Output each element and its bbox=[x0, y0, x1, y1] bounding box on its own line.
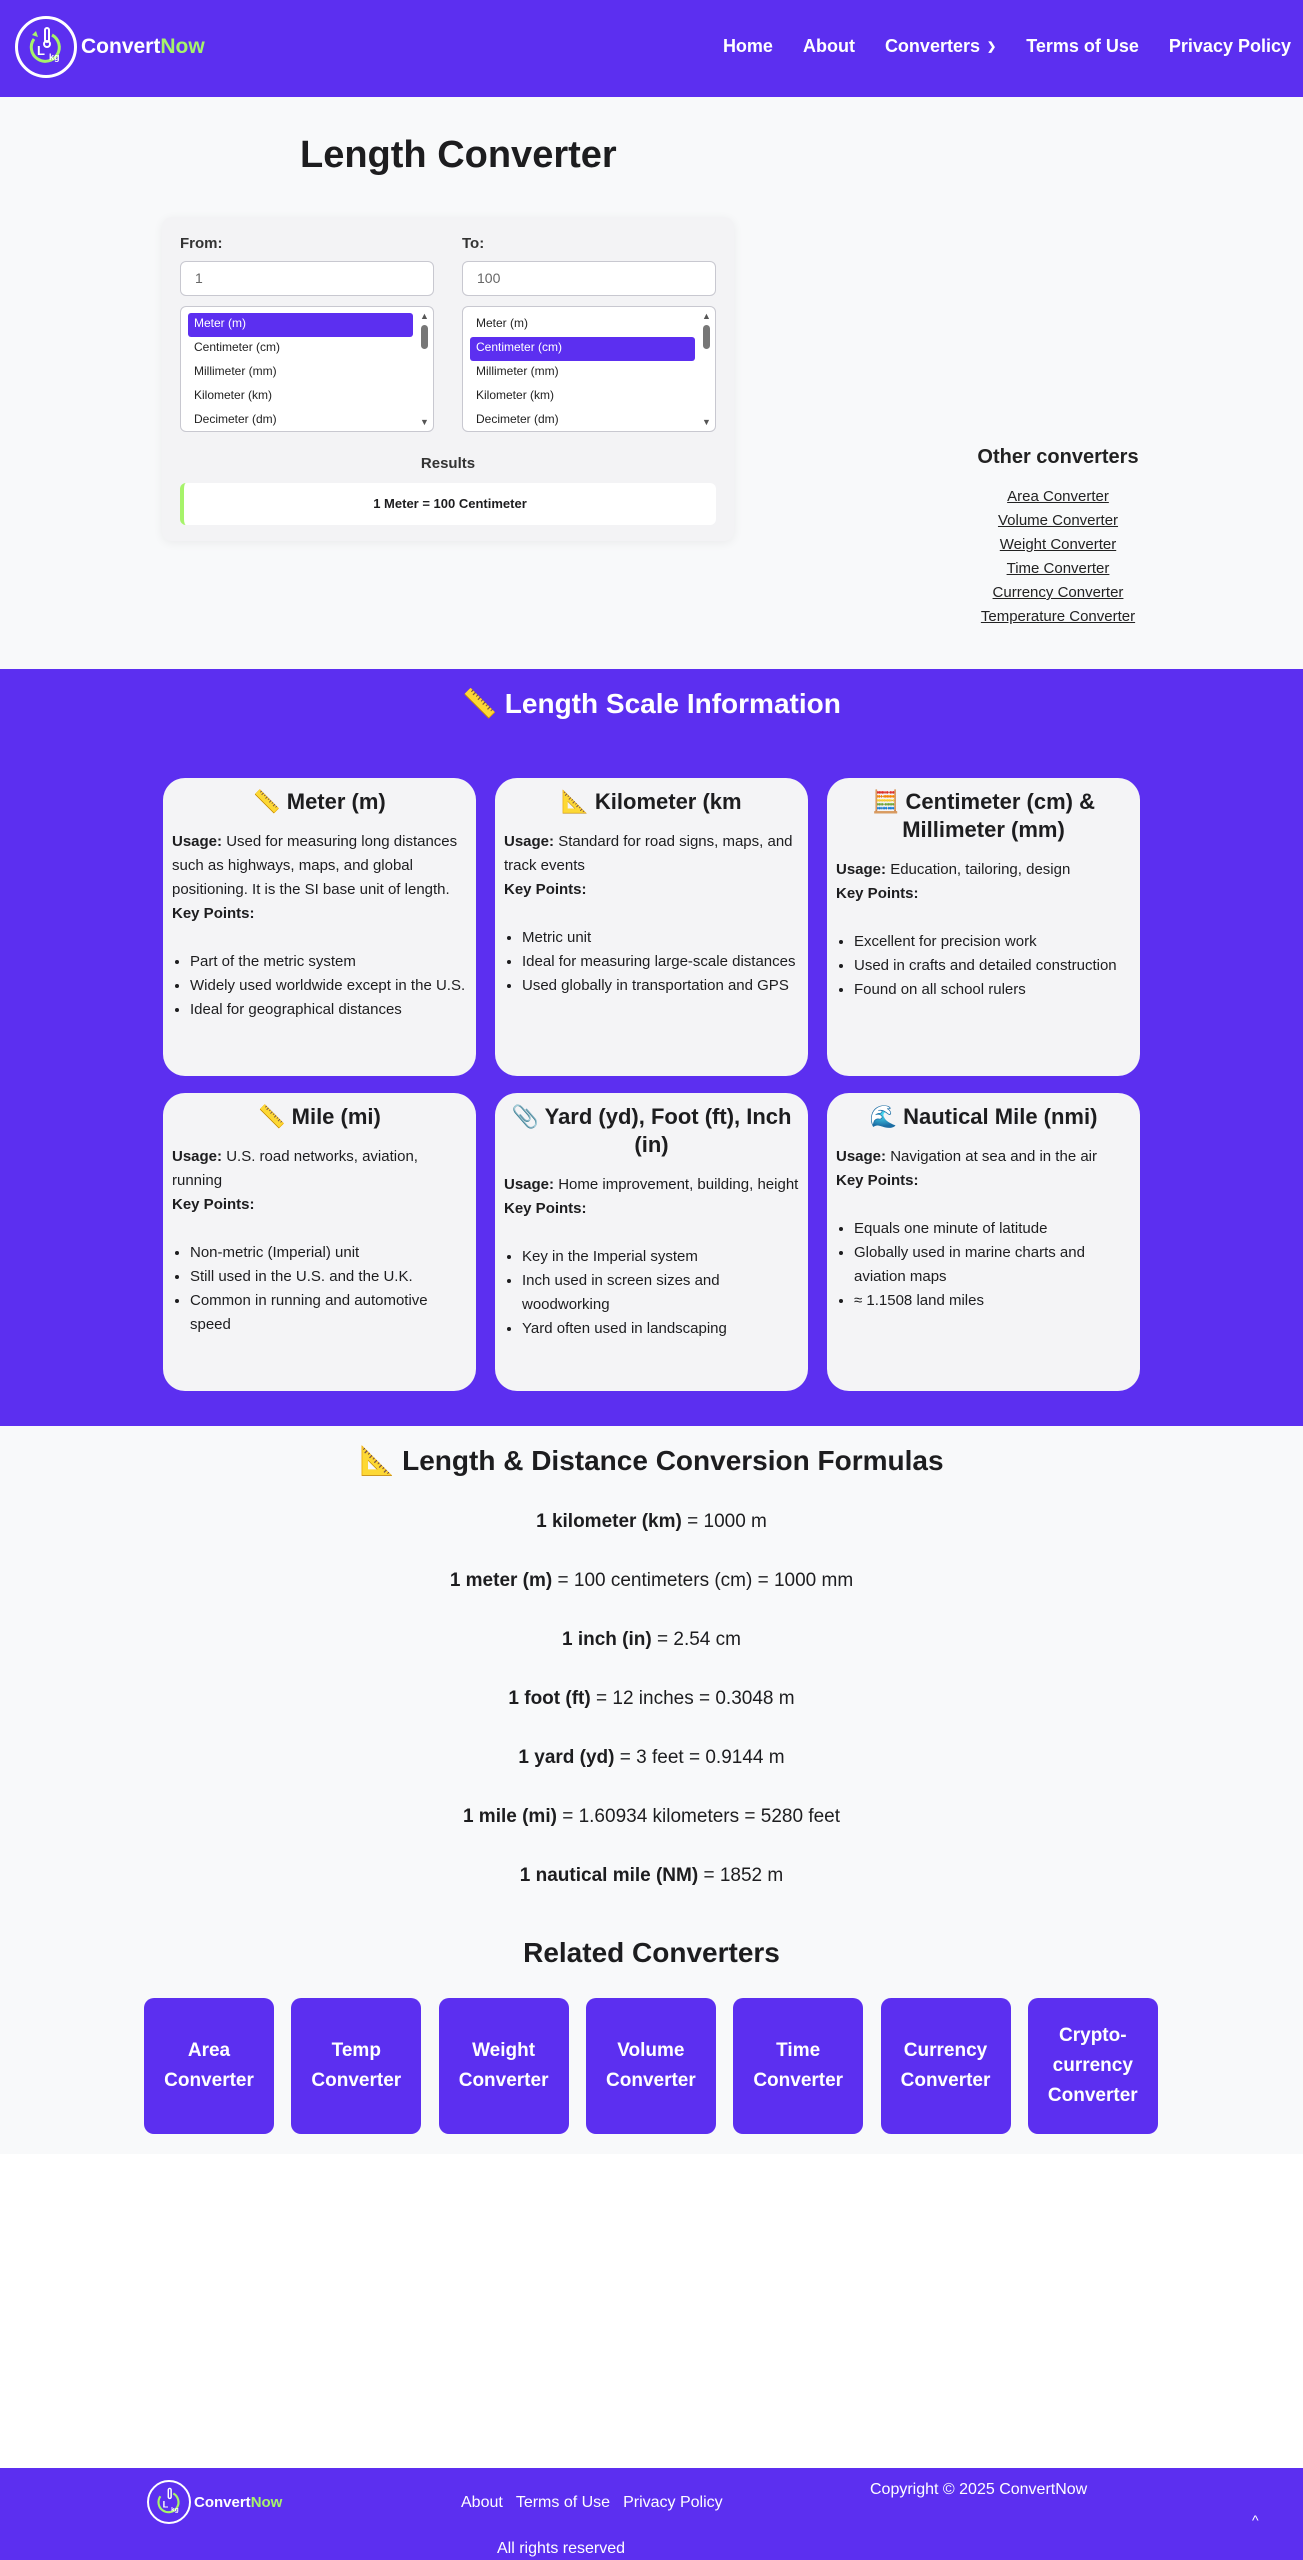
related-converter-button[interactable]: Currency Converter bbox=[881, 1998, 1011, 2134]
key-points-heading: Key Points: bbox=[172, 905, 255, 922]
key-point: • Still used in the U.S. and the U.K. bbox=[190, 1265, 467, 1289]
formula-lhs: 1 foot (ft) bbox=[508, 1688, 591, 1709]
unit-card bbox=[163, 1093, 476, 1391]
other-converter-link[interactable]: Currency Converter bbox=[992, 584, 1124, 601]
from-column bbox=[180, 235, 434, 432]
formula-rhs: = 1852 m bbox=[698, 1865, 784, 1886]
key-points-list bbox=[504, 1245, 799, 1341]
nav-home[interactable]: Home bbox=[722, 36, 773, 56]
to-unit-list[interactable] bbox=[462, 306, 716, 432]
formula-row bbox=[0, 1570, 1303, 1592]
key-points-label bbox=[172, 1193, 467, 1217]
related-converter-button[interactable]: Time Converter bbox=[733, 1998, 863, 2134]
unit-card bbox=[163, 778, 476, 1076]
nav-privacy[interactable]: Privacy Policy bbox=[1168, 36, 1291, 56]
unit-card bbox=[495, 1093, 808, 1391]
formula-rhs: = 2.54 cm bbox=[651, 1629, 741, 1650]
card-title: 🌊 Nautical Mile (nmi) bbox=[869, 1104, 1098, 1129]
chevron-down-icon: ❯ bbox=[986, 41, 997, 53]
card-usage bbox=[836, 1145, 1131, 1169]
to-column bbox=[462, 235, 716, 432]
formula-rhs: = 12 inches = 0.3048 m bbox=[590, 1688, 795, 1709]
from-unit-option[interactable]: Centimeter (cm) bbox=[194, 340, 281, 354]
to-unit-option[interactable]: Millimeter (mm) bbox=[476, 364, 559, 378]
usage-text: Home improvement, building, height bbox=[554, 1176, 799, 1193]
copyright: Copyright © 2025 ConvertNow bbox=[870, 2481, 1088, 2498]
key-point: • Excellent for precision work bbox=[854, 930, 1131, 954]
key-point: • Non-metric (Imperial) unit bbox=[190, 1241, 467, 1265]
formula-rhs: = 100 centimeters (cm) = 1000 mm bbox=[552, 1570, 854, 1591]
key-points-label bbox=[504, 878, 799, 902]
converter-panel bbox=[162, 217, 734, 541]
scale-title: 📏 Length Scale Information bbox=[462, 688, 841, 719]
usage-text: Used for measuring long distances such as highways, maps, and global positioning. It is the SI base unit of length. bbox=[172, 833, 458, 898]
key-point: • Metric unit bbox=[522, 926, 799, 950]
key-points-heading: Key Points: bbox=[172, 1196, 255, 1213]
key-points-list bbox=[836, 1217, 1131, 1313]
key-points-heading: Key Points: bbox=[504, 881, 587, 898]
formula-rhs: = 1000 m bbox=[681, 1511, 767, 1532]
usage-label: Usage: bbox=[504, 833, 555, 850]
formula-lhs: 1 mile (mi) bbox=[462, 1806, 557, 1827]
site-header bbox=[0, 0, 1303, 97]
key-points-heading: Key Points: bbox=[836, 1172, 919, 1189]
related-converter-button[interactable]: Crypto-currency Converter bbox=[1028, 1998, 1158, 2134]
to-input[interactable]: 100 bbox=[462, 261, 716, 296]
usage-label: Usage: bbox=[836, 861, 887, 878]
page-title: Length Converter bbox=[300, 134, 617, 176]
usage-label: Usage: bbox=[836, 1148, 887, 1165]
usage-label: Usage: bbox=[172, 1148, 223, 1165]
usage-text: Navigation at sea and in the air bbox=[886, 1148, 1097, 1165]
from-unit-option[interactable]: Millimeter (mm) bbox=[194, 364, 277, 378]
card-usage bbox=[172, 1145, 467, 1193]
site-footer bbox=[0, 2468, 1303, 2560]
related-converter-button[interactable]: Volume Converter bbox=[586, 1998, 716, 2134]
key-points-list bbox=[172, 950, 467, 1022]
related-converter-button[interactable]: Temp Converter bbox=[291, 1998, 421, 2134]
key-points-label bbox=[836, 1169, 1131, 1193]
key-points-list bbox=[504, 926, 799, 998]
results-label: Results bbox=[420, 455, 476, 472]
from-scrollbar[interactable]: ▲ ▼ bbox=[420, 311, 429, 427]
key-point: • Ideal for measuring large-scale distances bbox=[522, 950, 799, 974]
key-points-heading: Key Points: bbox=[836, 885, 919, 902]
formula-lhs: 1 nautical mile (NM) bbox=[519, 1865, 699, 1886]
back-to-top-icon[interactable]: ^ bbox=[1252, 2512, 1259, 2528]
key-points-label bbox=[172, 902, 467, 926]
main-nav bbox=[693, 36, 1291, 57]
footer-links bbox=[461, 2494, 736, 2512]
formula-row bbox=[0, 1806, 1303, 1828]
nav-converters[interactable] bbox=[885, 36, 996, 57]
from-unit-option[interactable]: Kilometer (km) bbox=[194, 388, 273, 402]
card-title: 📎 Yard (yd), Foot (ft), Inch (in) bbox=[511, 1104, 792, 1157]
formula-row bbox=[0, 1629, 1303, 1651]
formula-row bbox=[0, 1865, 1303, 1887]
nav-converters-label: Converters bbox=[884, 36, 980, 56]
to-scrollbar[interactable]: ▲ ▼ bbox=[702, 311, 711, 427]
to-unit-option[interactable]: Meter (m) bbox=[476, 316, 528, 330]
to-unit-option[interactable]: Centimeter (cm) bbox=[470, 337, 695, 361]
rights-reserved: All rights reserved bbox=[497, 2540, 626, 2557]
unit-card bbox=[495, 778, 808, 1076]
usage-text: Education, tailoring, design bbox=[886, 861, 1071, 878]
svg-text:kg: kg bbox=[49, 52, 60, 62]
to-unit-option[interactable]: Kilometer (km) bbox=[476, 388, 555, 402]
logo-text: ConvertNow bbox=[81, 35, 205, 58]
related-converter-button[interactable]: Area Converter bbox=[144, 1998, 274, 2134]
footer-logo-text: ConvertNow bbox=[194, 2493, 283, 2511]
from-unit-list[interactable] bbox=[180, 306, 434, 432]
from-label: From: bbox=[180, 235, 223, 252]
card-title: 📐 Kilometer (km bbox=[561, 789, 742, 814]
scale-info-section bbox=[0, 669, 1303, 1426]
unit-card bbox=[827, 1093, 1140, 1391]
key-point: • Found on all school rulers bbox=[854, 978, 1131, 1002]
card-usage bbox=[504, 830, 799, 878]
nav-about[interactable]: About bbox=[802, 36, 855, 56]
usage-label: Usage: bbox=[504, 1176, 555, 1193]
footer-privacy[interactable]: Privacy Policy bbox=[623, 2494, 723, 2511]
card-usage bbox=[504, 1173, 799, 1197]
key-point: • Key in the Imperial system bbox=[522, 1245, 799, 1269]
result-output: 1 Meter = 100 Centimeter bbox=[180, 483, 716, 525]
key-point: • Globally used in marine charts and aviation maps bbox=[854, 1241, 1131, 1289]
card-usage bbox=[836, 858, 1131, 882]
from-unit-option[interactable]: Meter (m) bbox=[188, 313, 413, 337]
footer-terms[interactable]: Terms of Use bbox=[515, 2494, 611, 2511]
key-points-label bbox=[836, 882, 1131, 906]
formula-lhs: 1 yard (yd) bbox=[518, 1747, 615, 1768]
to-unit-option[interactable]: Decimeter (dm) bbox=[476, 412, 559, 426]
key-point: • Ideal for geographical distances bbox=[190, 998, 467, 1022]
formula-rhs: = 3 feet = 0.9144 m bbox=[614, 1747, 785, 1768]
unit-card bbox=[827, 778, 1140, 1076]
key-points-heading: Key Points: bbox=[504, 1200, 587, 1217]
related-title: Related Converters bbox=[523, 1937, 780, 1968]
key-points-label bbox=[504, 1197, 799, 1221]
to-label: To: bbox=[462, 235, 485, 252]
card-usage bbox=[172, 830, 467, 902]
formula-row bbox=[0, 1747, 1303, 1769]
key-point: • Common in running and automotive speed bbox=[190, 1289, 467, 1337]
footer-logo-icon bbox=[147, 2480, 191, 2524]
footer-about[interactable]: About bbox=[461, 2494, 503, 2511]
usage-text: Standard for road signs, maps, and track events bbox=[504, 833, 793, 874]
key-point: • ≈ 1.1508 land miles bbox=[854, 1289, 1131, 1313]
key-point: • Inch used in screen sizes and woodworking bbox=[522, 1269, 799, 1317]
formula-lhs: 1 kilometer (km) bbox=[536, 1511, 682, 1532]
logo-icon bbox=[15, 16, 77, 78]
formula-lhs: 1 inch (in) bbox=[562, 1629, 652, 1650]
card-title: 📏 Mile (mi) bbox=[258, 1104, 381, 1129]
formulas-title: 📐 Length & Distance Conversion Formulas bbox=[359, 1445, 944, 1476]
other-converters bbox=[940, 446, 1176, 629]
other-converter-link[interactable]: Temperature Converter bbox=[980, 608, 1136, 625]
other-converter-link[interactable]: Weight Converter bbox=[999, 536, 1117, 553]
card-title: 🧮 Centimeter (cm) & Millimeter (mm) bbox=[872, 789, 1095, 842]
formula-rhs: = 1.60934 kilometers = 5280 feet bbox=[556, 1806, 841, 1827]
key-point: • Widely used worldwide except in the U.S. bbox=[190, 974, 467, 998]
svg-text:L: L bbox=[162, 2499, 169, 2510]
formula-row bbox=[0, 1511, 1303, 1533]
card-title: 📏 Meter (m) bbox=[253, 789, 386, 814]
other-converter-link[interactable]: Volume Converter bbox=[997, 512, 1119, 529]
formula-lhs: 1 meter (m) bbox=[449, 1570, 553, 1591]
key-point: • Part of the metric system bbox=[190, 950, 467, 974]
nav-terms[interactable]: Terms of Use bbox=[1026, 36, 1139, 56]
svg-text:kg: kg bbox=[171, 2506, 179, 2514]
other-converter-link[interactable]: Area Converter bbox=[1007, 488, 1109, 505]
from-unit-option[interactable]: Decimeter (dm) bbox=[194, 412, 277, 426]
usage-text: U.S. road networks, aviation, running bbox=[172, 1148, 418, 1189]
key-points-list bbox=[172, 1241, 467, 1337]
related-converter-button[interactable]: Weight Converter bbox=[439, 1998, 569, 2134]
footer-logo[interactable] bbox=[147, 2480, 282, 2524]
key-point: • Used in crafts and detailed construction bbox=[854, 954, 1131, 978]
svg-text:L: L bbox=[37, 43, 45, 58]
key-points-list bbox=[836, 930, 1131, 1002]
from-input[interactable]: 1 bbox=[180, 261, 434, 296]
key-point: • Used globally in transportation and GPS bbox=[522, 974, 799, 998]
formulas-section bbox=[0, 1426, 1303, 2154]
key-point: • Yard often used in landscaping bbox=[522, 1317, 799, 1341]
other-converter-link[interactable]: Time Converter bbox=[1006, 560, 1110, 577]
usage-label: Usage: bbox=[172, 833, 223, 850]
other-converters-title: Other converters bbox=[977, 446, 1139, 468]
key-point: • Equals one minute of latitude bbox=[854, 1217, 1131, 1241]
formula-row bbox=[0, 1688, 1303, 1710]
logo[interactable] bbox=[15, 16, 205, 78]
